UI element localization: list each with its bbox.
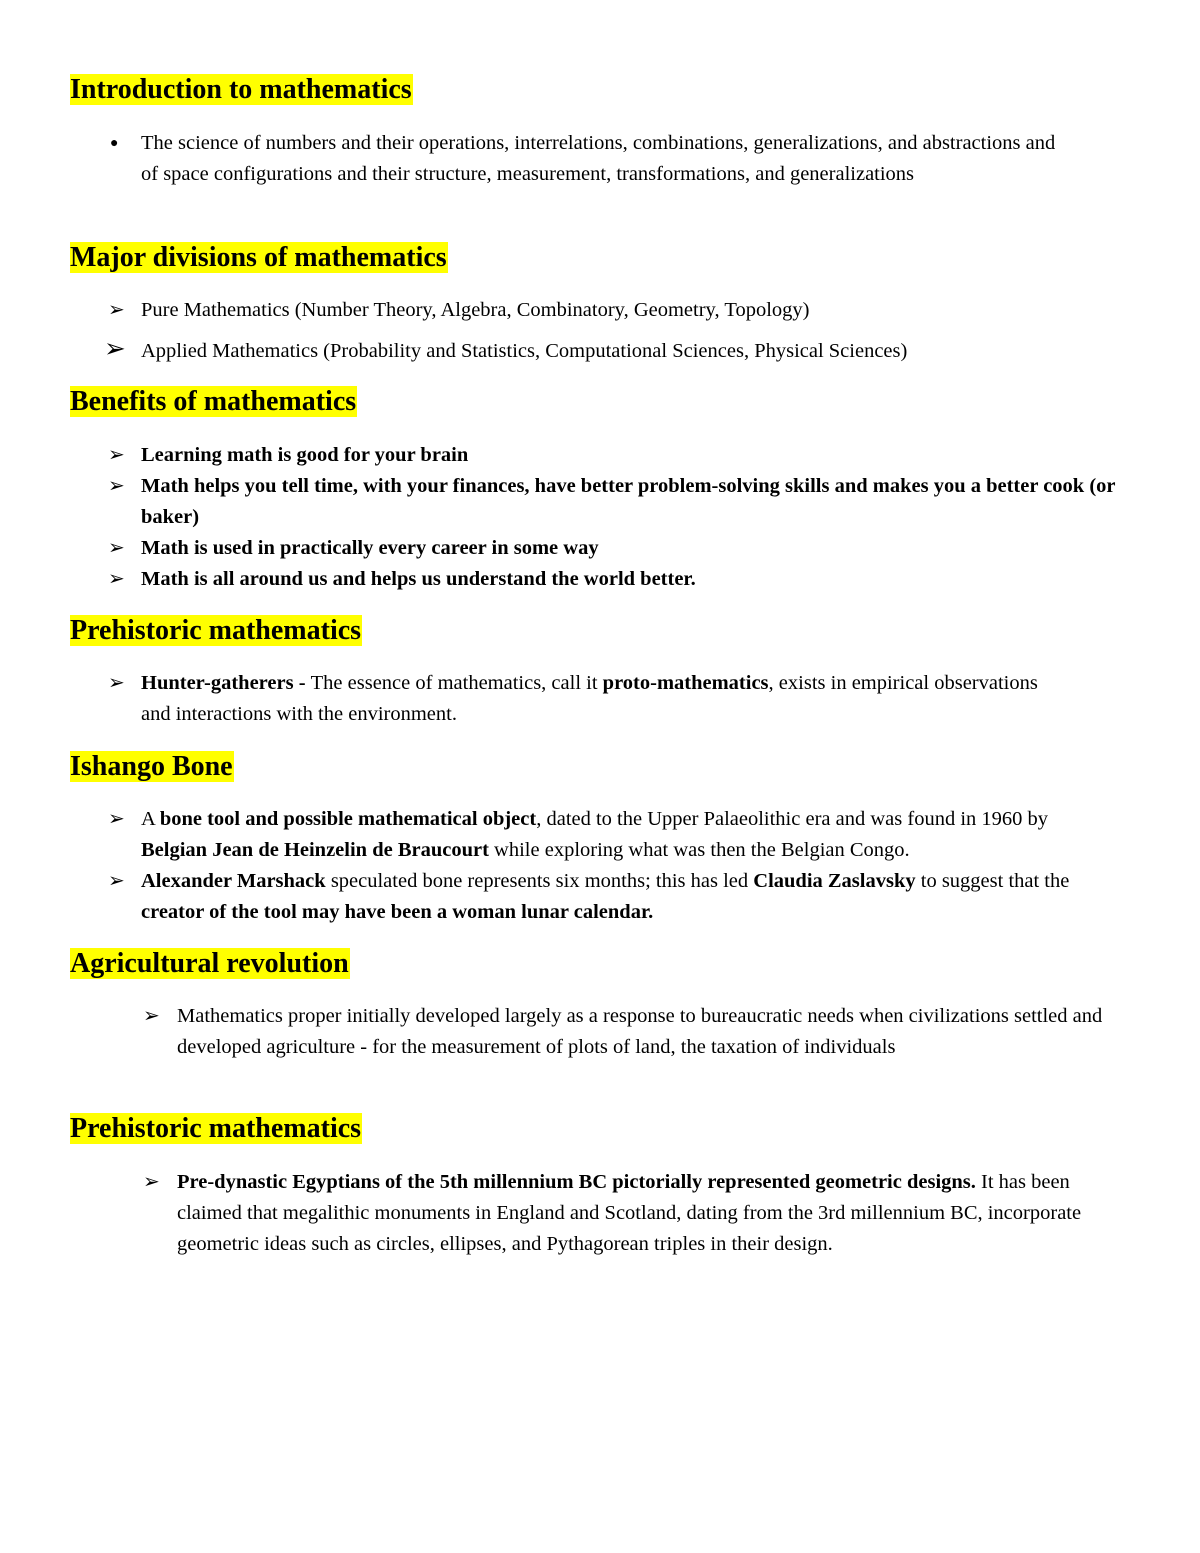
text-run: Hunter-gatherers -	[141, 672, 311, 694]
text-run: Math helps you tell time, with your finances, have better problem-solving skills and makes you a better cook (or baker)	[141, 475, 1116, 528]
list-item	[141, 440, 1121, 471]
list-item	[141, 295, 1101, 326]
list-item	[141, 564, 1121, 595]
arrowhead-bullet-icon: ➢	[108, 299, 125, 321]
list-item	[177, 1167, 1137, 1260]
text-run: Mathematics proper initially developed largely as a response to bureaucratic needs when civilizations settled and developed agriculture - for the measurement of plots of land, the taxation of individuals	[177, 1005, 1103, 1058]
section-heading	[70, 614, 362, 648]
heading-highlight: Ishango Bone	[70, 751, 233, 782]
text-run: A	[141, 808, 160, 830]
list-item	[141, 804, 1116, 866]
text-run: The essence of mathematics, call it	[310, 672, 603, 694]
text-run: creator of the tool may have been a woman lunar calendar.	[141, 901, 654, 923]
list-item	[141, 471, 1116, 533]
text-run: , exists in empirical observations and interactions with the environment.	[141, 672, 1038, 725]
text-run: to suggest that the	[915, 870, 1070, 892]
text-run: Math is used in practically every career in some way	[141, 537, 599, 559]
bullet-dot-icon: ●	[110, 136, 119, 151]
text-run: speculated bone represents six months; this has led	[325, 870, 754, 892]
heading-highlight: Benefits of mathematics	[70, 386, 357, 417]
arrowhead-bullet-icon: ➢	[108, 808, 125, 830]
arrowhead-bullet-icon: ➢	[143, 1171, 160, 1193]
text-run: bone tool and possible mathematical object	[159, 808, 537, 830]
heading-highlight: Agricultural revolution	[70, 948, 349, 979]
arrowhead-bullet-icon: ➢	[108, 870, 125, 892]
text-run: Pre-dynastic Egyptians of the 5th millennium BC pictorially represented geometric designs.	[177, 1171, 976, 1193]
heading-highlight: Prehistoric mathematics	[70, 1113, 362, 1144]
text-run: Applied Mathematics (Probability and Statistics, Computational Sciences, Physical Sciences)	[141, 340, 908, 362]
text-run: while exploring what was then the Belgian Congo.	[488, 839, 910, 861]
text-run: Alexander Marshack	[141, 870, 326, 892]
list-item	[141, 668, 1071, 730]
section-heading	[70, 73, 413, 107]
text-run: Learning math is good for your brain	[141, 444, 469, 466]
arrowhead-bullet-icon: ➢	[108, 444, 125, 466]
heading-highlight: Introduction to mathematics	[70, 74, 412, 105]
text-run: It has been claimed that megalithic monuments in England and Scotland, dating from the 3rd millennium BC, incorporate geometric ideas such as circles, ellipses, and Pythagorean triples in their design.	[177, 1171, 1082, 1255]
text-run: Math is all around us and helps us understand the world better.	[141, 568, 696, 590]
section-heading	[70, 750, 234, 784]
arrowhead-bullet-icon: ➢	[108, 672, 125, 694]
section-heading	[70, 385, 357, 419]
section-heading	[70, 1112, 362, 1146]
text-run: , dated to the Upper Palaeolithic era and was found in 1960 by	[536, 808, 1049, 830]
text-run: Claudia Zaslavsky	[753, 870, 916, 892]
heading-highlight: Prehistoric mathematics	[70, 615, 362, 646]
heading-highlight: Major divisions of mathematics	[70, 242, 447, 273]
text-run: Pure Mathematics (Number Theory, Algebra, Combinatory, Geometry, Topology)	[141, 299, 810, 321]
section-heading	[70, 241, 448, 275]
list-item	[141, 533, 1121, 564]
arrowhead-bullet-icon: ➢	[143, 1005, 160, 1027]
list-item	[141, 866, 1081, 928]
arrowhead-bullet-icon: ➢	[108, 475, 125, 497]
list-item	[141, 336, 1101, 367]
arrowhead-bullet-icon: ➢	[108, 568, 125, 590]
section-heading	[70, 947, 350, 981]
text-run: The science of numbers and their operations, interrelations, combinations, generalizations, and abstractions and of space configurations and their structure, measurement, transformations, and generalizations	[141, 132, 1056, 185]
arrowhead-bullet-icon: ➢	[108, 537, 125, 559]
list-item	[141, 128, 1071, 190]
list-item	[177, 1001, 1132, 1063]
text-run: proto-mathematics	[602, 672, 769, 694]
arrowhead-bullet-icon: ➢	[104, 334, 126, 363]
text-run: Belgian Jean de Heinzelin de Braucourt	[141, 839, 489, 861]
